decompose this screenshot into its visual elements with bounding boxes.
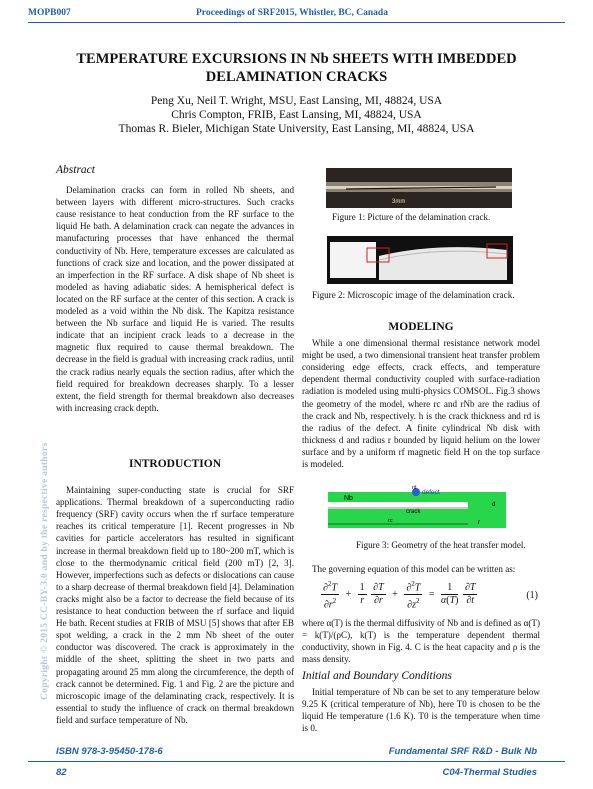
governing-text: The governing equation of this model can be written as: <box>312 564 516 574</box>
copyright-watermark: Copyright © 2015 CC-BY-3.0 and by the respective authors <box>40 442 50 700</box>
footer-isbn: ISBN 978-3-95450-178-6 <box>56 746 163 757</box>
author-line: Thomas R. Bieler, Michigan State University, East Lansing, MI, 48824, USA <box>118 123 475 135</box>
initial-conditions-section <box>302 670 540 734</box>
introduction-section <box>56 458 294 726</box>
introduction-heading: INTRODUCTION <box>128 458 221 470</box>
figure-2-micrograph <box>327 236 513 284</box>
figure-3-rd-label: rd <box>412 485 417 491</box>
author-line: Chris Compton, FRIB, East Lansing, MI, 48824, USA <box>171 109 422 121</box>
modeling-text: While a one dimensional thermal resistance network model might be used, a two dimensional transient heat transfer problem considering edge effects, crack effects, and temperature dependent thermal conductivity coupled with surface-radiation radiation is modeled using multi-physics COMSOL. Fig.3 shows the geometry of the model, where rc and rNb are the radius of the crack and Nb, respectively. h is the crack thickness and rd is the radius of the defect. A finite cylindrical Nb disk with thickness d and radius r bounded by liquid helium on the lower surface and by a uniform rf magnetic field H on the top surface is modeled. <box>302 338 540 470</box>
paper-title: TEMPERATURE EXCURSIONS IN Nb SHEETS WITH IMBEDDED DELAMINATION CRACKS <box>76 51 517 85</box>
initial-conditions-text: Initial temperature of Nb can be set to any temperature below 9.25 K (critical temperature of Nb), here T0 is chosen to be the liquid He temperature (1.6 K). T0 is the temperature when time is 0. <box>302 687 540 734</box>
initial-conditions-heading: Initial and Boundary Conditions <box>302 670 452 682</box>
figure-1-photo <box>326 168 512 208</box>
header-rule <box>28 22 565 23</box>
heat-equation: $\frac{\partial^2T}{\partial r^2}$ + $\frac{1}{r}$ $\frac{\partial T}{\partial r}$ + $\frac{\partial^2T}{\partial z^2}$ = $\frac{1}{\alpha(T)}$ $\frac{\partial T}{\partial t}$ (1) <box>323 580 538 611</box>
modeling-heading: MODELING <box>388 321 454 333</box>
figure-3-defect-label: defect <box>422 489 440 496</box>
figure-3-geometry <box>328 484 506 532</box>
footer-rule <box>28 761 565 762</box>
header-paper-id: MOPB007 <box>28 8 71 18</box>
abstract-section <box>56 164 294 414</box>
modeling-section <box>302 321 540 470</box>
figure-3-r-label: r <box>478 520 480 526</box>
equation-number: (1) <box>526 590 538 601</box>
footer-page-number: 82 <box>56 767 67 778</box>
figure-3-caption: Figure 3: Geometry of the heat transfer model. <box>356 540 526 550</box>
footer-category: C04-Thermal Studies <box>442 767 537 778</box>
figure-1-caption: Figure 1: Picture of the delamination crack. <box>332 212 491 222</box>
figure-3-crack-label: crack <box>406 509 421 515</box>
figure-3-d-label: d <box>492 502 496 508</box>
author-line: Peng Xu, Neil T. Wright, MSU, East Lansing, MI, 48824, USA <box>150 95 443 107</box>
abstract-text: Delamination cracks can form in rolled Nb sheets, and between layers with different micro-structures. Such cracks cause resistance to heat conduction from the RF surface to the liquid He bath. A delamination crack can negate the advances in manufacturing processes that have enhanced the thermal conductivity of Nb. Here, temperature excesses are calculated as functions of crack size and location, and the power dissipated at an imperfection in the RF surface. A disk shape of Nb sheet is modeled as having adiabatic sides. A hemispherical defect is located on the RF surface at the center of this section. A crack is modeled as a void within the Nb disk. The Kapitza resistance between the Nb surface and liquid He is varied. The results indicate that an incipient crack leads to a decrease in the magnetic flux required to cause thermal breakdown. The decrease in the field is gradual with increasing crack radius, until the crack radius nearly equals the section radius, after which the field required for breakdown decreases sharply. To a lesser extent, the field strength for thermal breakdown also decreases with increasing crack depth. <box>56 185 294 413</box>
figure-3-rc-label: rc <box>388 518 393 524</box>
after-equation-text: where α(T) is the thermal diffusivity of Nb and is defined as α(T) = k(T)/(ρC), k(T) is the temperature dependent thermal conductivity, shown in Fig. 4. C is the heat capacity and ρ is the mass density. <box>302 618 540 665</box>
figure-2-caption: Figure 2: Microscopic image of the delamination crack. <box>312 290 515 300</box>
header-proceedings: Proceedings of SRF2015, Whistler, BC, Canada <box>196 8 388 18</box>
footer-track: Fundamental SRF R&D - Bulk Nb <box>388 746 537 757</box>
figure-3-nb-label: Nb <box>344 495 353 502</box>
abstract-heading: Abstract <box>56 164 95 176</box>
introduction-text: Maintaining super-conducting state is crucial for SRF applications. Thermal breakdown of a superconducting radio frequency (SRF) cavity occurs when the rf surface temperature reaches its critical temperature [1]. Recent progresses in Nb cavities for particle accelerators has resulted in significant increase in thermal breakdown field up to 180~200 mT, which is close to the thermodynamic critical field (200 mT) [2, 3]. However, imperfections such as defects or dislocations can cause to a sharp decrease of thermal breakdown field [4]. Delamination cracks might also be a factor to decrease the field because of its resistance to heat conduction between the rf surface and liquid He bath. Recent studies at FRIB of MSU [5] shows that after EB spot welding, a crack in the 2 mm Nb sheet of the outer conductor was discovered. The crack is approximately in the middle of the sheet, splitting the sheet in two parts and propagating around 25 mm along the circumference, the depth of crack cannot be determined. Fig. 1 and Fig. 2 are the picture and microscopic image of the delaminating crack, respectively. It is essential to study the influence of crack on thermal breakdown field and surface temperature of Nb. <box>56 485 294 725</box>
authors <box>40 94 553 136</box>
figure-1-scale-label: 3mm <box>392 199 406 205</box>
